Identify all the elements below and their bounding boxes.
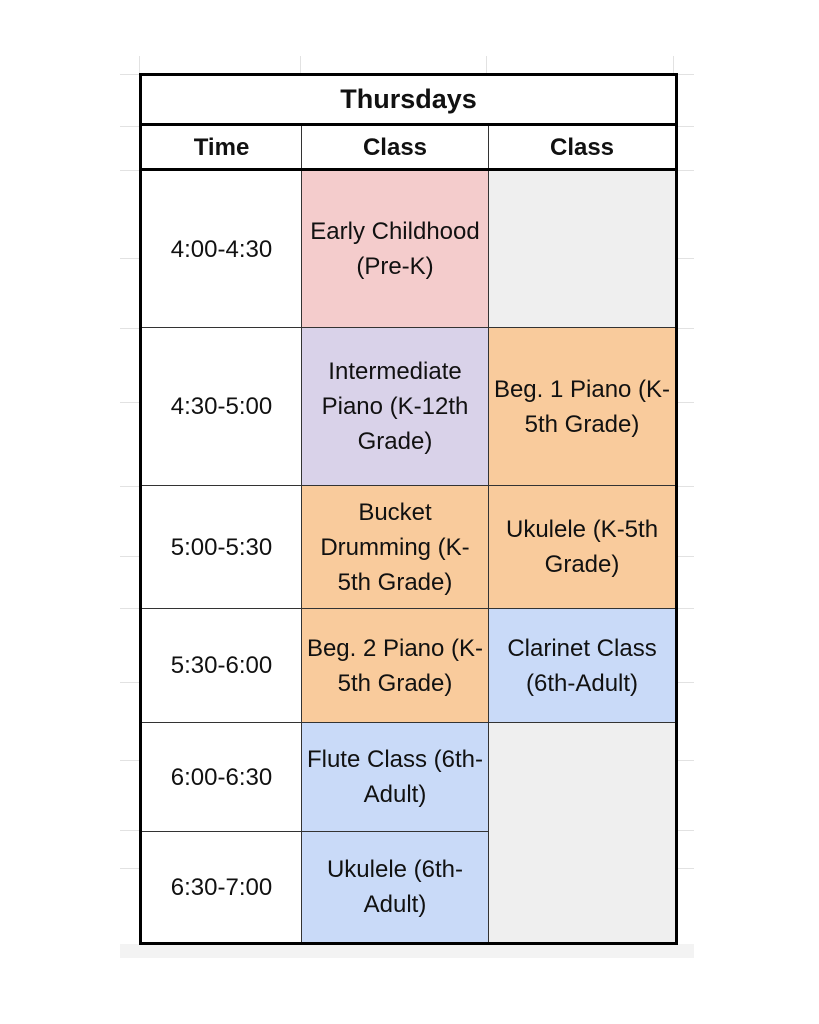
class-cell: Early Childhood (Pre-K) (302, 170, 489, 328)
header-class-1: Class (302, 125, 489, 170)
class-cell: Flute Class (6th-Adult) (302, 723, 489, 832)
table-row (141, 486, 677, 609)
thursday-schedule-table (139, 73, 678, 945)
header-row (141, 125, 677, 170)
class-cell: Intermediate Piano (K-12th Grade) (302, 328, 489, 486)
header-time: Time (141, 125, 302, 170)
table-row (141, 723, 677, 832)
empty-cell (489, 170, 677, 328)
class-cell: Bucket Drumming (K-5th Grade) (302, 486, 489, 609)
time-cell: 6:30-7:00 (141, 832, 302, 944)
table-row (141, 328, 677, 486)
time-cell: 4:30-5:00 (141, 328, 302, 486)
class-cell: Beg. 1 Piano (K-5th Grade) (489, 328, 677, 486)
schedule-title: Thursdays (141, 75, 677, 125)
class-cell: Ukulele (K-5th Grade) (489, 486, 677, 609)
empty-cell (489, 723, 677, 944)
header-class-2: Class (489, 125, 677, 170)
sheet-bottom-strip (120, 944, 694, 958)
class-cell: Clarinet Class (6th-Adult) (489, 609, 677, 723)
time-cell: 4:00-4:30 (141, 170, 302, 328)
time-cell: 5:30-6:00 (141, 609, 302, 723)
table-row (141, 170, 677, 328)
title-row (141, 75, 677, 125)
time-cell: 5:00-5:30 (141, 486, 302, 609)
table-row (141, 609, 677, 723)
time-cell: 6:00-6:30 (141, 723, 302, 832)
class-cell: Beg. 2 Piano (K-5th Grade) (302, 609, 489, 723)
class-cell: Ukulele (6th-Adult) (302, 832, 489, 944)
